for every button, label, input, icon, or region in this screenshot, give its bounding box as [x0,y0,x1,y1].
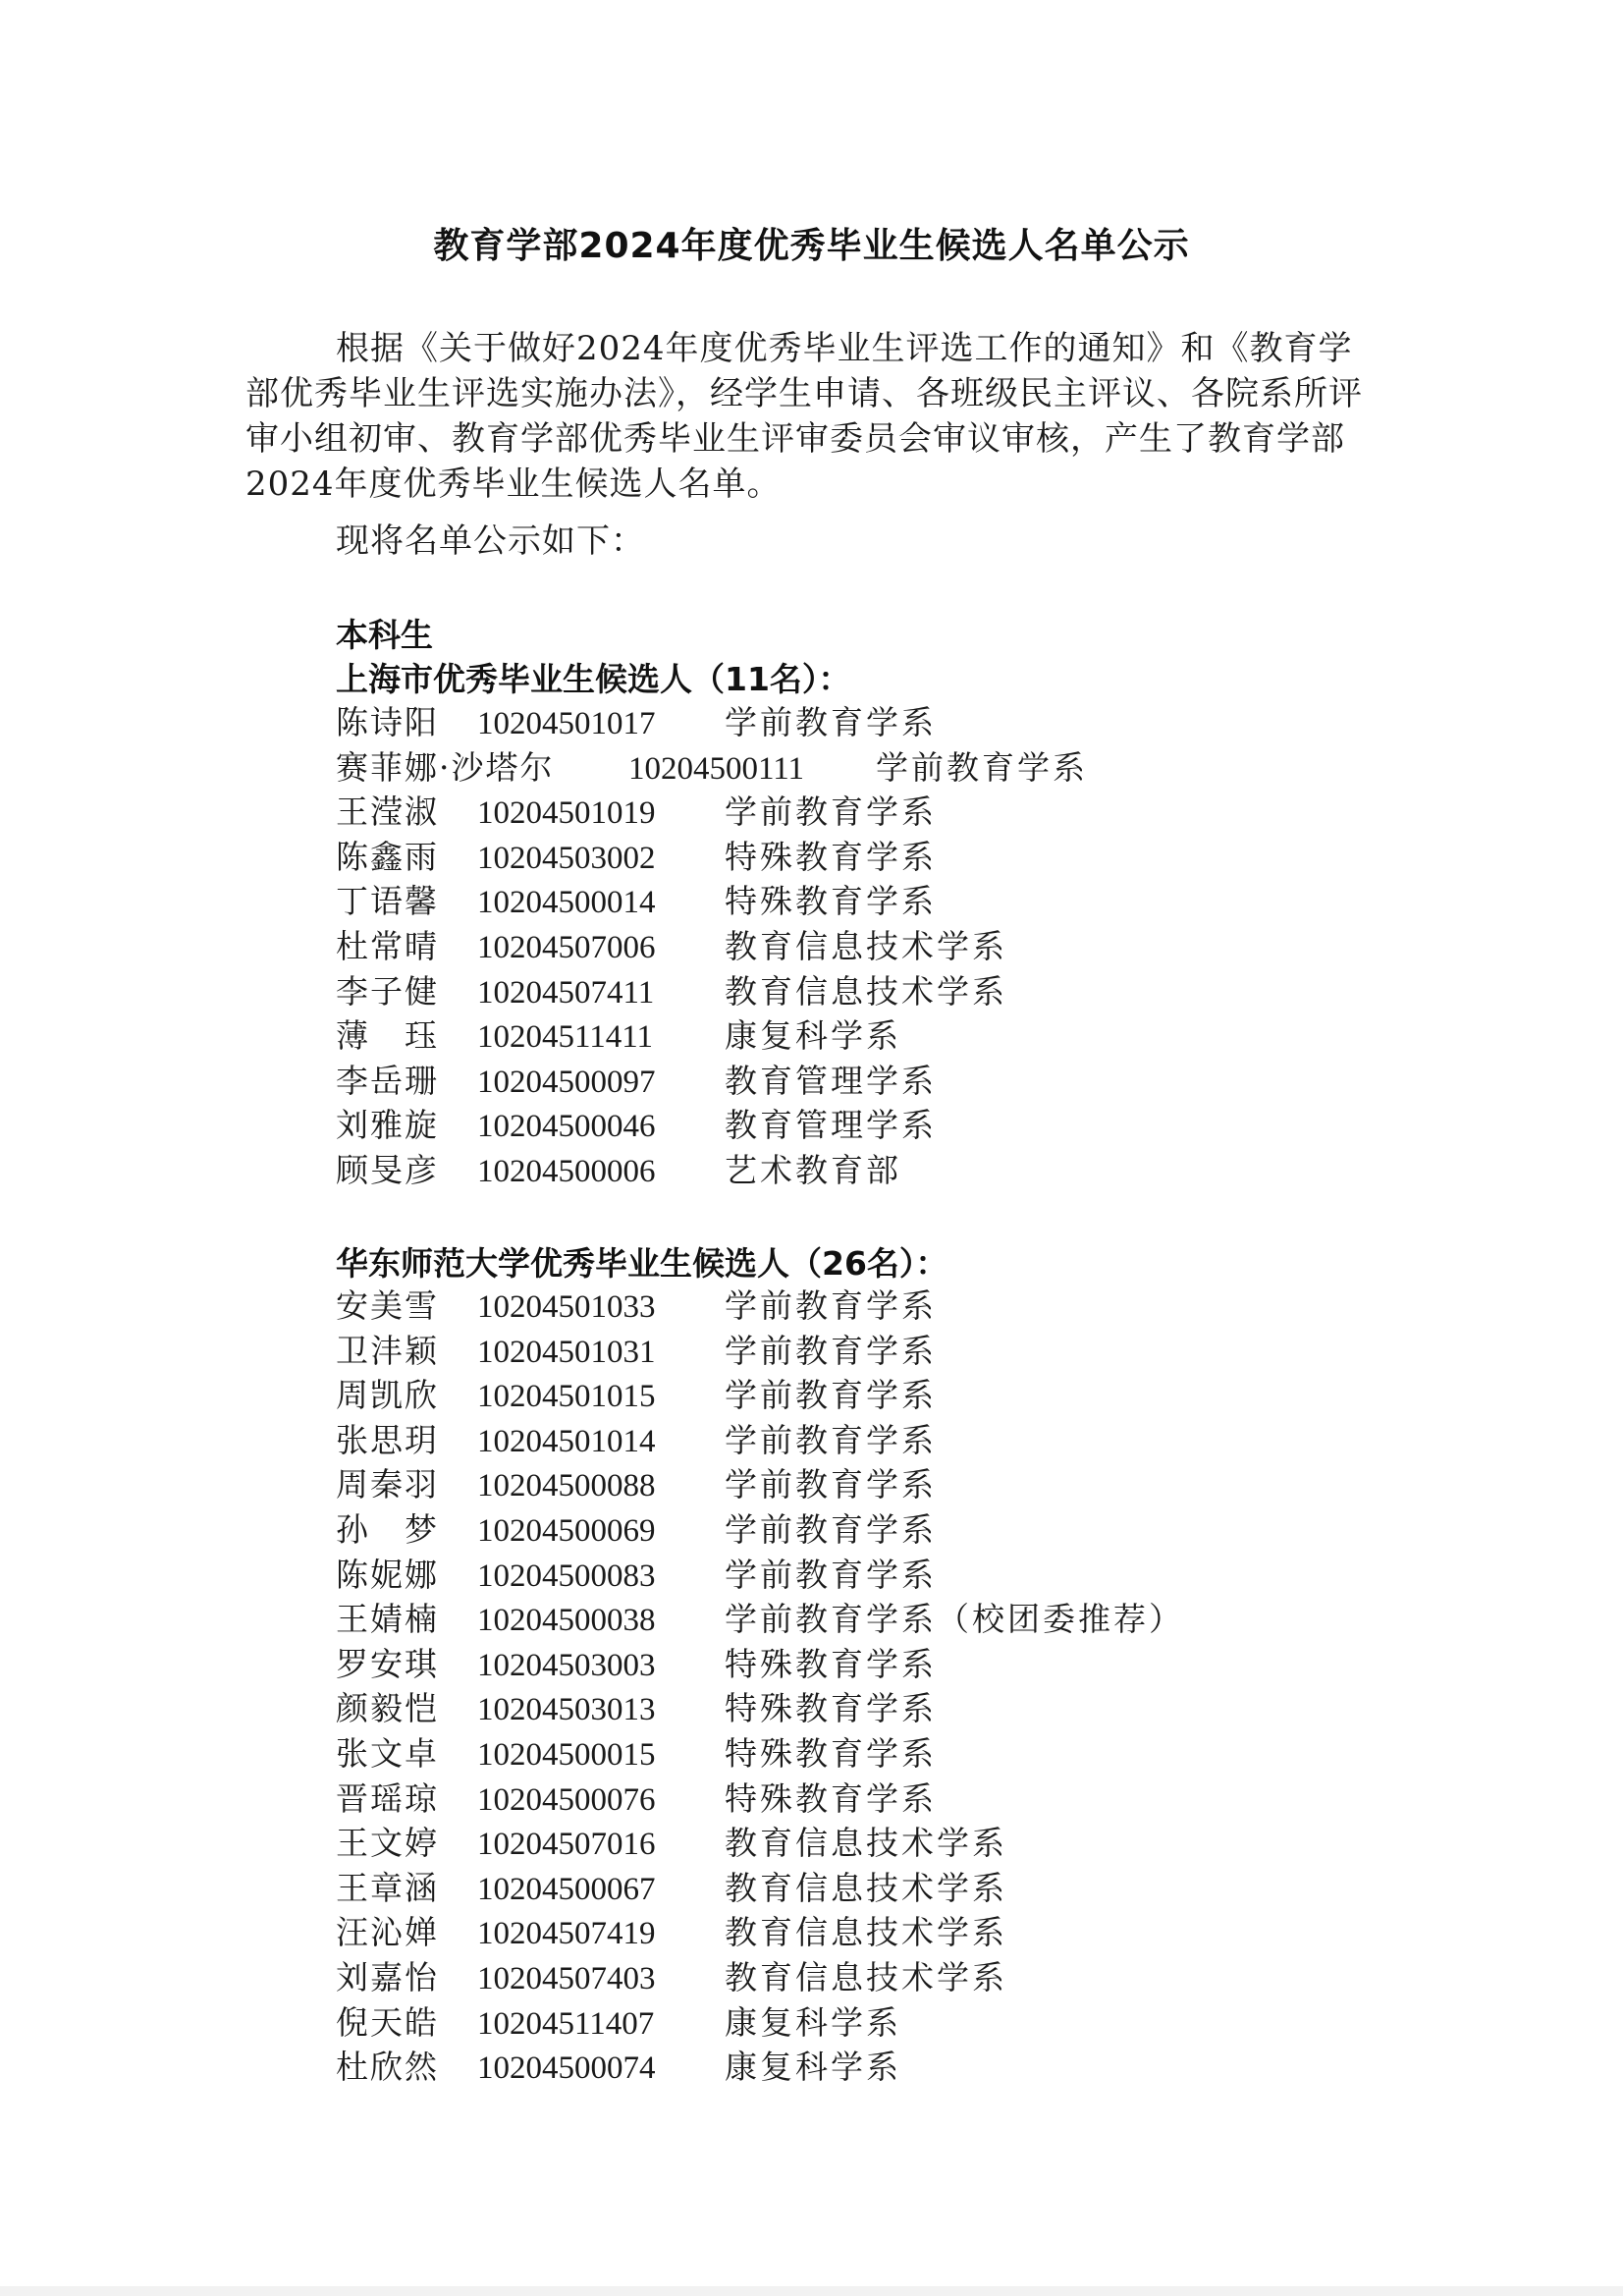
student-id: 10204511411 [477,1019,654,1056]
scan-bottom-edge [0,2286,1623,2296]
student-name: 周凯欣 [336,1376,439,1415]
department: 特殊教育学系 [725,1689,937,1728]
list-item [336,1821,1184,1866]
student-name: 杜欣然 [336,2048,439,2087]
department: 学前教育学系 [725,793,937,832]
list-item [336,1284,1184,1329]
department: 教育信息技术学系 [725,926,1007,965]
list-item [336,1059,1088,1104]
student-id: 10204500097 [477,1064,656,1100]
student-name: 颜毅恺 [336,1689,439,1728]
department: 学前教育学系 [725,1331,937,1370]
list-item [336,1910,1184,1955]
department: 艺术教育部 [725,1150,901,1189]
department: 康复科学系 [725,2048,901,2087]
undergrad-label: 本科生 [336,616,433,654]
student-id: 10204500074 [477,2050,656,2087]
student-id: 10204500083 [477,1558,656,1594]
student-name: 王章涵 [336,1868,439,1907]
student-id: 10204500076 [477,1781,656,1818]
list-item [336,879,1088,924]
list-item [336,2000,1184,2046]
department: 康复科学系 [725,2002,901,2042]
list-item [336,1329,1184,1374]
intro-paragraph: 根据《关于做好2024年度优秀毕业生评选工作的通知》和《教育学部优秀毕业生评选实施办法》，经学生申请、各班级民主评议、各院系所评审小组初审、教育学部优秀毕业生评审委员会审议审核，产生了教育学部 2024年度优秀毕业生候选人名单。 [245,329,1363,504]
department: 学前教育学系 [725,703,937,741]
list-item [336,1148,1088,1193]
list-item [336,1955,1184,2000]
student-name: 薄 珏 [336,1016,439,1056]
department: 学前教育学系 [725,1376,937,1415]
shanghai-heading: 上海市优秀毕业生候选人（11名）： [336,660,851,698]
department: 学前教育学系 [725,1420,937,1459]
list-item [336,1013,1088,1059]
ecnu-list [336,1284,1184,2090]
list-item [336,1731,1184,1777]
list-item [336,2045,1184,2090]
shanghai-list [336,700,1088,1193]
student-id: 10204501033 [477,1289,656,1325]
student-id: 10204501017 [477,706,656,741]
department: 特殊教育学系 [725,882,937,921]
student-name: 罗安琪 [336,1644,439,1683]
list-item [336,745,1088,791]
list-item [336,1103,1088,1148]
department: 教育信息技术学系 [725,1868,1007,1907]
student-id: 10204501014 [477,1423,656,1459]
student-name: 刘雅旋 [336,1106,439,1145]
intro-lead: 现将名单公示如下： [336,521,645,561]
list-item [336,1686,1184,1731]
list-item [336,1642,1184,1687]
department: 学前教育学系 [876,747,1088,787]
student-name: 王文婷 [336,1824,439,1863]
student-name: 张思玥 [336,1420,439,1459]
student-id: 10204501031 [477,1334,656,1370]
student-name: 陈诗阳 [336,703,439,741]
student-name: 刘嘉怡 [336,1957,439,1996]
list-item [336,1373,1184,1418]
list-item [336,1462,1184,1507]
list-item [336,1418,1184,1463]
student-id: 10204503013 [477,1692,656,1728]
student-id: 10204500015 [477,1736,656,1773]
department: 特殊教育学系 [725,1778,937,1818]
student-id: 10204503002 [477,840,656,876]
list-item [336,924,1088,969]
student-name: 倪天皓 [336,2002,439,2042]
ecnu-heading: 华东师范大学优秀毕业生候选人（26名）： [336,1244,948,1283]
list-item [336,1597,1184,1642]
student-name: 顾旻彦 [336,1150,439,1189]
student-id: 10204507016 [477,1827,656,1863]
department: 学前教育学系 [725,1465,937,1504]
page-title: 教育学部2024年度优秀毕业生候选人名单公示 [433,226,1190,266]
department: 教育管理学系 [725,1061,937,1100]
list-item [336,700,1088,745]
student-name: 李子健 [336,971,439,1011]
student-name: 王滢淑 [336,793,439,832]
student-id: 10204501019 [477,795,656,832]
department: 特殊教育学系 [725,1644,937,1683]
student-id: 10204500111 [628,750,805,787]
student-id: 10204507006 [477,929,656,965]
department: 教育信息技术学系 [725,1957,1007,1996]
student-name: 陈鑫雨 [336,837,439,876]
student-id: 10204500067 [477,1871,656,1907]
student-name: 张文卓 [336,1733,439,1773]
department: 学前教育学系 [725,1509,937,1549]
list-item [336,835,1088,880]
student-name: 卫沣颖 [336,1331,439,1370]
department: 学前教育学系 [725,1555,937,1594]
department: 教育信息技术学系 [725,1824,1007,1863]
list-item [336,1866,1184,1911]
department: 学前教育学系 [725,1286,937,1325]
student-id: 10204500006 [477,1153,656,1189]
department: 康复科学系 [725,1016,901,1056]
student-name: 孙 梦 [336,1509,439,1549]
student-id: 10204500069 [477,1512,656,1549]
department: 教育信息技术学系 [725,971,1007,1011]
student-name: 王婧楠 [336,1600,439,1639]
student-name: 安美雪 [336,1286,439,1325]
list-item [336,1777,1184,1822]
list-item [336,1553,1184,1598]
department: 教育信息技术学系 [725,1913,1007,1952]
student-name: 赛菲娜·沙塔尔 [336,747,555,787]
student-name: 陈妮娜 [336,1555,439,1594]
student-id: 10204503003 [477,1647,656,1683]
student-id: 10204500046 [477,1109,656,1145]
department: 特殊教育学系 [725,837,937,876]
list-item [336,969,1088,1014]
department: 学前教育学系 [725,1600,937,1639]
student-name: 杜常晴 [336,926,439,965]
student-id: 10204501015 [477,1379,656,1415]
student-id: 10204507403 [477,1960,656,1996]
student-id: 10204507419 [477,1916,656,1952]
student-name: 李岳珊 [336,1061,439,1100]
student-name: 丁语馨 [336,882,439,921]
student-name: 汪沁婵 [336,1913,439,1952]
list-item [336,790,1088,835]
department: 教育管理学系 [725,1106,937,1145]
department: 特殊教育学系 [725,1733,937,1773]
student-id: 10204500014 [477,885,656,921]
student-id: 10204507411 [477,974,655,1011]
list-item [336,1507,1184,1553]
recommendation-note: （校团委推荐） [937,1600,1184,1639]
student-id: 10204500038 [477,1603,656,1639]
student-id: 10204500088 [477,1468,656,1504]
student-id: 10204511407 [477,2005,655,2042]
student-name: 周秦羽 [336,1465,439,1504]
student-name: 晋瑶琼 [336,1778,439,1818]
